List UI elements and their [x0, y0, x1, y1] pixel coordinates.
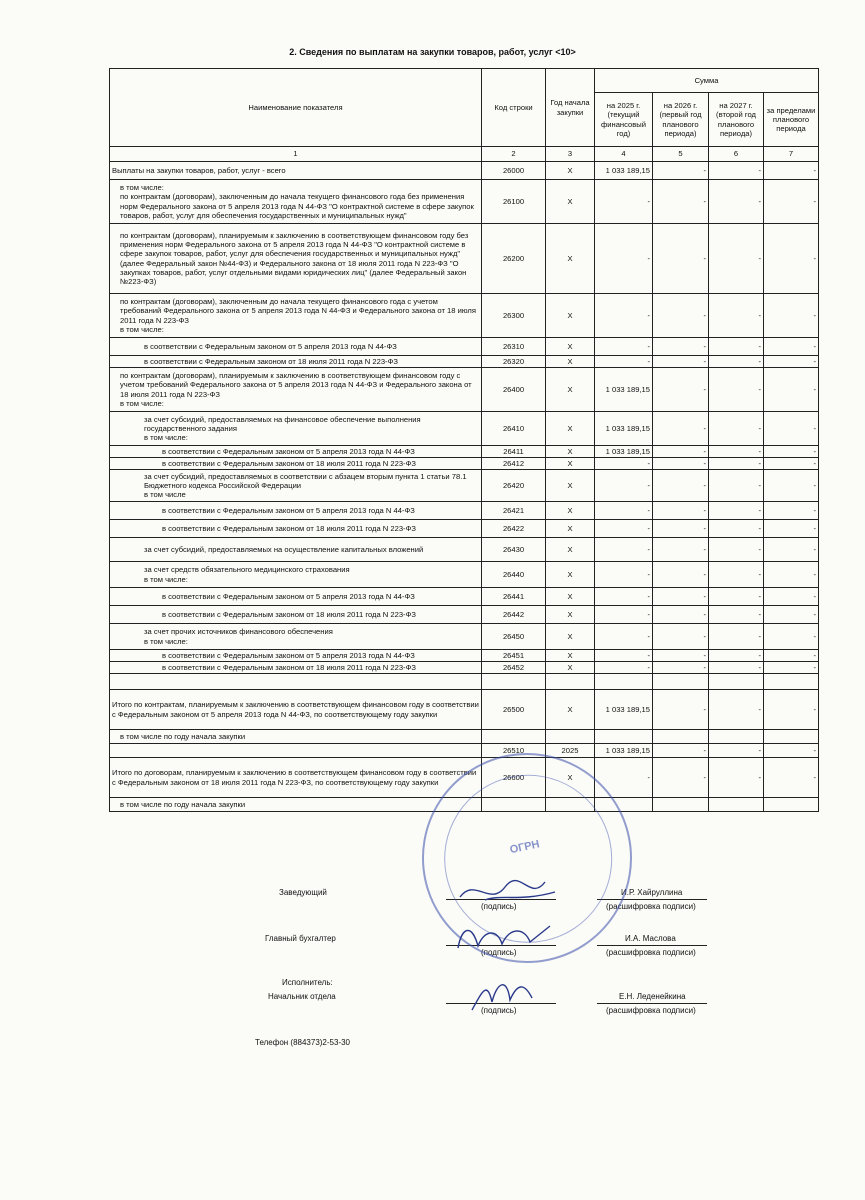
row-sum-beyond-cell: - — [764, 650, 819, 662]
row-name-cell: по контрактам (договорам), заключенным до начала текущего финансового года с учетом требований Федерального закона от 5 апреля 2013 года N 44-ФЗ и Федерального закона от 18 июля 2011 года N 223-ФЗ в том числе: — [110, 294, 482, 338]
row-sum-2027-cell: - — [709, 538, 764, 562]
row-sum-2025-cell: 1 033 189,15 — [595, 690, 653, 730]
row-year-cell: X — [546, 758, 595, 798]
table-row — [110, 446, 819, 458]
row-name-cell: за счет средств обязательного медицинского страхования в том числе: — [110, 562, 482, 588]
row-year-cell: X — [546, 470, 595, 502]
table-row — [110, 224, 819, 294]
row-sum-2027-cell: - — [709, 562, 764, 588]
row-sum-2027-cell: - — [709, 624, 764, 650]
table-row — [110, 588, 819, 606]
header-code: Код строки — [482, 69, 546, 147]
col-number: 2 — [482, 147, 546, 162]
row-sum-2025-cell: - — [595, 650, 653, 662]
table-row — [110, 470, 819, 502]
row-sum-2027-cell — [709, 798, 764, 812]
row-sum-2026-cell: - — [653, 758, 709, 798]
row-code-cell: 26000 — [482, 162, 546, 180]
row-sum-2026-cell: - — [653, 162, 709, 180]
row-sum-2025-cell: - — [595, 356, 653, 368]
column-number-row — [110, 147, 819, 162]
row-sum-2026-cell: - — [653, 606, 709, 624]
row-sum-2027-cell: - — [709, 744, 764, 758]
row-year-cell: X — [546, 412, 595, 446]
row-name-cell: за счет прочих источников финансового обеспечения в том числе: — [110, 624, 482, 650]
table-body — [110, 162, 819, 812]
row-name-cell — [110, 744, 482, 758]
phone: Телефон (884373)2-53-30 — [255, 1038, 351, 1047]
row-sum-2025-cell: 1 033 189,15 — [595, 368, 653, 412]
row-sum-2025-cell: 1 033 189,15 — [595, 744, 653, 758]
table-row — [110, 338, 819, 356]
chief-decode-caption: (расшифровка подписи) — [606, 948, 696, 957]
row-sum-2025-cell: - — [595, 606, 653, 624]
row-name-cell: за счет субсидий, предоставляемых на осуществление капитальных вложений — [110, 538, 482, 562]
row-sum-2026-cell: - — [653, 538, 709, 562]
row-sum-2025-cell: - — [595, 520, 653, 538]
executor-decode-caption: (расшифровка подписи) — [606, 1006, 696, 1015]
row-code-cell: 26442 — [482, 606, 546, 624]
head-title: Заведующий — [279, 888, 327, 897]
row-sum-2026-cell: - — [653, 458, 709, 470]
row-sum-2027-cell: - — [709, 412, 764, 446]
row-sum-2026-cell: - — [653, 502, 709, 520]
row-sum-2026-cell: - — [653, 180, 709, 224]
row-code-cell: 26422 — [482, 520, 546, 538]
row-sum-2026-cell: - — [653, 690, 709, 730]
row-name-cell: в том числе по году начала закупки — [110, 798, 482, 812]
row-year-cell: X — [546, 338, 595, 356]
row-sum-beyond-cell: - — [764, 368, 819, 412]
row-sum-2025-cell: - — [595, 662, 653, 674]
row-code-cell: 26600 — [482, 758, 546, 798]
header-2025: на 2025 г. (текущий финансовый год) — [595, 93, 653, 147]
executor-label: Исполнитель: — [282, 978, 333, 987]
row-sum-2027-cell: - — [709, 224, 764, 294]
row-sum-beyond-cell: - — [764, 338, 819, 356]
row-sum-beyond-cell: - — [764, 162, 819, 180]
row-sum-2027-cell: - — [709, 338, 764, 356]
row-sum-2026-cell — [653, 674, 709, 690]
row-sum-2025-cell: 1 033 189,15 — [595, 412, 653, 446]
row-name-cell: в соответствии с Федеральным законом от 5 апреля 2013 года N 44-ФЗ — [110, 650, 482, 662]
header-beyond: за пределами планового периода — [764, 93, 819, 147]
row-sum-2025-cell — [595, 730, 653, 744]
row-sum-beyond-cell: - — [764, 758, 819, 798]
row-sum-beyond-cell: - — [764, 224, 819, 294]
row-year-cell: X — [546, 446, 595, 458]
row-year-cell: X — [546, 162, 595, 180]
row-sum-2025-cell: - — [595, 224, 653, 294]
row-sum-2025-cell: - — [595, 470, 653, 502]
row-name-cell: в соответствии с Федеральным законом от 18 июля 2011 года N 223-ФЗ — [110, 520, 482, 538]
row-year-cell: X — [546, 690, 595, 730]
row-year-cell — [546, 730, 595, 744]
row-sum-2026-cell: - — [653, 224, 709, 294]
table-row — [110, 744, 819, 758]
row-code-cell — [482, 730, 546, 744]
row-sum-beyond-cell: - — [764, 356, 819, 368]
section-title: 2. Сведения по выплатам на закупки товаров, работ, услуг <10> — [289, 47, 576, 57]
row-sum-beyond-cell: - — [764, 180, 819, 224]
row-name-cell: в соответствии с Федеральным законом от 18 июля 2011 года N 223-ФЗ — [110, 662, 482, 674]
col-number: 3 — [546, 147, 595, 162]
row-year-cell: X — [546, 502, 595, 520]
row-code-cell — [482, 674, 546, 690]
table-row — [110, 356, 819, 368]
table-row — [110, 162, 819, 180]
row-name-cell: Выплаты на закупки товаров, работ, услуг - всего — [110, 162, 482, 180]
table-row — [110, 520, 819, 538]
row-year-cell: X — [546, 368, 595, 412]
row-sum-2027-cell: - — [709, 356, 764, 368]
table-row — [110, 180, 819, 224]
row-sum-2025-cell: - — [595, 338, 653, 356]
head-signature-scrawl — [455, 872, 565, 912]
table-row — [110, 562, 819, 588]
row-year-cell: X — [546, 662, 595, 674]
table-row — [110, 294, 819, 338]
row-name-cell — [110, 674, 482, 690]
row-code-cell: 26310 — [482, 338, 546, 356]
row-sum-2026-cell — [653, 730, 709, 744]
row-code-cell: 26411 — [482, 446, 546, 458]
row-code-cell: 26420 — [482, 470, 546, 502]
table-row — [110, 368, 819, 412]
row-code-cell: 26300 — [482, 294, 546, 338]
row-sum-2027-cell: - — [709, 162, 764, 180]
header-2026: на 2026 г. (первый год планового периода) — [653, 93, 709, 147]
row-code-cell: 26500 — [482, 690, 546, 730]
row-sum-2025-cell: - — [595, 624, 653, 650]
payments-table — [109, 68, 819, 812]
row-sum-2025-cell: - — [595, 538, 653, 562]
table-row — [110, 502, 819, 520]
table-row — [110, 624, 819, 650]
row-sum-beyond-cell: - — [764, 412, 819, 446]
row-name-cell: Итого по контрактам, планируемым к заключению в соответствующем финансовом году в соответствии с Федеральным законом от 5 апреля 2013 года N 44-ФЗ, по соответствующему году закупки — [110, 690, 482, 730]
row-sum-2025-cell: - — [595, 562, 653, 588]
executor-sign-caption: (подпись) — [481, 1006, 517, 1015]
table-row — [110, 690, 819, 730]
row-name-cell: по контрактам (договорам), планируемым к заключению в соответствующем финансовом году с учетом требований Федерального закона от 5 апреля 2013 года N 44-ФЗ и Федерального закона от 18 июля 2011 года N 223-ФЗ в том числе: — [110, 368, 482, 412]
table-row — [110, 412, 819, 446]
row-code-cell: 26510 — [482, 744, 546, 758]
row-code-cell: 26100 — [482, 180, 546, 224]
row-sum-beyond-cell — [764, 730, 819, 744]
row-sum-beyond-cell: - — [764, 458, 819, 470]
row-sum-beyond-cell: - — [764, 470, 819, 502]
row-year-cell: X — [546, 224, 595, 294]
row-name-cell: в соответствии с Федеральным законом от 5 апреля 2013 года N 44-ФЗ — [110, 446, 482, 458]
row-code-cell: 26430 — [482, 538, 546, 562]
row-code-cell: 26450 — [482, 624, 546, 650]
row-name-cell: за счет субсидий, предоставляемых в соответствии с абзацем вторым пункта 1 статьи 78.1 Бюджетного кодекса Российской Федерации в том числе — [110, 470, 482, 502]
row-sum-2027-cell: - — [709, 180, 764, 224]
header-year: Год начала закупки — [546, 69, 595, 147]
row-sum-beyond-cell: - — [764, 588, 819, 606]
row-sum-2027-cell: - — [709, 458, 764, 470]
row-sum-beyond-cell: - — [764, 294, 819, 338]
row-year-cell: X — [546, 562, 595, 588]
row-sum-2026-cell: - — [653, 744, 709, 758]
row-sum-beyond-cell: - — [764, 562, 819, 588]
row-sum-2025-cell: - — [595, 294, 653, 338]
row-name-cell: в соответствии с Федеральным законом от 5 апреля 2013 года N 44-ФЗ — [110, 588, 482, 606]
row-sum-2026-cell: - — [653, 562, 709, 588]
row-sum-2025-cell: - — [595, 502, 653, 520]
row-code-cell: 26320 — [482, 356, 546, 368]
row-year-cell: 2025 — [546, 744, 595, 758]
col-number: 7 — [764, 147, 819, 162]
row-code-cell: 26452 — [482, 662, 546, 674]
row-code-cell: 26410 — [482, 412, 546, 446]
table-row — [110, 674, 819, 690]
row-sum-2026-cell: - — [653, 470, 709, 502]
row-name-cell: Итого по договорам, планируемым к заключению в соответствующем финансовом году в соответствии с Федеральным законом от 18 июля 2011 года N 223-ФЗ, по соответствующему году закупки — [110, 758, 482, 798]
head-sign-caption: (подпись) — [481, 902, 517, 911]
row-sum-2025-cell — [595, 674, 653, 690]
row-year-cell: X — [546, 458, 595, 470]
row-sum-2027-cell: - — [709, 502, 764, 520]
row-year-cell: X — [546, 294, 595, 338]
row-year-cell: X — [546, 650, 595, 662]
row-name-cell: в соответствии с Федеральным законом от 5 апреля 2013 года N 44-ФЗ — [110, 502, 482, 520]
stamp-text: ОГРН — [508, 838, 541, 857]
chief-signature-scrawl — [450, 916, 560, 956]
row-sum-beyond-cell: - — [764, 606, 819, 624]
col-number: 5 — [653, 147, 709, 162]
row-sum-2027-cell: - — [709, 662, 764, 674]
row-name-cell: в соответствии с Федеральным законом от 18 июля 2011 года N 223-ФЗ — [110, 606, 482, 624]
executor-decode-line — [597, 1003, 707, 1004]
row-code-cell: 26200 — [482, 224, 546, 294]
row-sum-2026-cell: - — [653, 520, 709, 538]
row-sum-2026-cell: - — [653, 588, 709, 606]
row-name-cell: в том числе по году начала закупки — [110, 730, 482, 744]
row-sum-2025-cell: 1 033 189,15 — [595, 446, 653, 458]
table-row — [110, 606, 819, 624]
row-sum-beyond-cell: - — [764, 446, 819, 458]
row-sum-2027-cell: - — [709, 520, 764, 538]
row-code-cell: 26400 — [482, 368, 546, 412]
header-name: Наименование показателя — [110, 69, 482, 147]
row-sum-2027-cell: - — [709, 758, 764, 798]
row-sum-2027-cell — [709, 674, 764, 690]
chief-sign-caption: (подпись) — [481, 948, 517, 957]
table-row — [110, 662, 819, 674]
row-name-cell: в том числе: по контрактам (договорам), заключенным до начала текущего финансового года без применения норм Федерального закона от 5 апреля 2013 года N 44-ФЗ "О контрактной системе в сфере закупок товаров, работ, услуг для обеспечения государственных и муниципальных нужд" — [110, 180, 482, 224]
table-row — [110, 458, 819, 470]
row-year-cell: X — [546, 180, 595, 224]
row-sum-2027-cell: - — [709, 650, 764, 662]
header-2027: на 2027 г. (второй год планового периода) — [709, 93, 764, 147]
row-sum-2026-cell: - — [653, 368, 709, 412]
head-name: И.Р. Хайруллина — [621, 888, 683, 897]
executor-title: Начальник отдела — [268, 992, 336, 1001]
row-sum-beyond-cell: - — [764, 538, 819, 562]
row-sum-2027-cell: - — [709, 294, 764, 338]
col-number: 4 — [595, 147, 653, 162]
row-sum-beyond-cell: - — [764, 662, 819, 674]
table-row — [110, 730, 819, 744]
row-year-cell: X — [546, 356, 595, 368]
row-sum-2026-cell: - — [653, 294, 709, 338]
row-sum-2026-cell: - — [653, 412, 709, 446]
row-year-cell: X — [546, 520, 595, 538]
col-number: 1 — [110, 147, 482, 162]
row-code-cell: 26440 — [482, 562, 546, 588]
chief-name: И.А. Маслова — [625, 934, 676, 943]
row-sum-2025-cell: - — [595, 758, 653, 798]
row-name-cell: за счет субсидий, предоставляемых на финансовое обеспечение выполнения государственного задания в том числе: — [110, 412, 482, 446]
row-sum-beyond-cell: - — [764, 744, 819, 758]
row-sum-2025-cell: 1 033 189,15 — [595, 162, 653, 180]
row-sum-2026-cell: - — [653, 338, 709, 356]
row-sum-2025-cell: - — [595, 180, 653, 224]
row-year-cell — [546, 674, 595, 690]
row-sum-2027-cell: - — [709, 588, 764, 606]
row-sum-2026-cell — [653, 798, 709, 812]
chief-title: Главный бухгалтер — [265, 934, 336, 943]
executor-name: Е.Н. Леденейкина — [619, 992, 686, 1001]
row-sum-beyond-cell — [764, 798, 819, 812]
table-row — [110, 538, 819, 562]
row-sum-2026-cell: - — [653, 624, 709, 650]
row-sum-2027-cell: - — [709, 690, 764, 730]
row-sum-beyond-cell — [764, 674, 819, 690]
row-code-cell: 26421 — [482, 502, 546, 520]
row-name-cell: в соответствии с Федеральным законом от 5 апреля 2013 года N 44-ФЗ — [110, 338, 482, 356]
row-sum-2026-cell: - — [653, 356, 709, 368]
row-sum-2026-cell: - — [653, 446, 709, 458]
row-sum-2025-cell: - — [595, 588, 653, 606]
row-sum-2027-cell: - — [709, 606, 764, 624]
row-code-cell: 26412 — [482, 458, 546, 470]
row-code-cell: 26441 — [482, 588, 546, 606]
row-sum-2027-cell: - — [709, 446, 764, 458]
row-year-cell: X — [546, 538, 595, 562]
row-sum-2026-cell: - — [653, 662, 709, 674]
row-name-cell: в соответствии с Федеральным законом от 18 июля 2011 года N 223-ФЗ — [110, 458, 482, 470]
row-sum-2027-cell — [709, 730, 764, 744]
row-sum-beyond-cell: - — [764, 520, 819, 538]
row-year-cell: X — [546, 606, 595, 624]
row-sum-beyond-cell: - — [764, 624, 819, 650]
row-sum-2027-cell: - — [709, 470, 764, 502]
chief-decode-line — [597, 945, 707, 946]
row-sum-beyond-cell: - — [764, 690, 819, 730]
table-row — [110, 650, 819, 662]
row-year-cell: X — [546, 624, 595, 650]
header-sum: Сумма — [595, 69, 819, 93]
row-year-cell: X — [546, 588, 595, 606]
row-name-cell: по контрактам (договорам), планируемым к заключению в соответствующем финансовом году без применения норм Федерального закона от 5 апреля 2013 года N 44-ФЗ "О контрактной системе в сфере закупок товаров, работ, услуг для обеспечения государственных и муниципальных нужд" (далее Федеральный закон №44-ФЗ) и Федерального закона от 18 июля 2011 года N 223-ФЗ "О закупках товаров, работ, услуг отдельными видами юридических лиц" (далее Федеральный закон №223-ФЗ) — [110, 224, 482, 294]
row-sum-2027-cell: - — [709, 368, 764, 412]
col-number: 6 — [709, 147, 764, 162]
head-decode-caption: (расшифровка подписи) — [606, 902, 696, 911]
row-sum-beyond-cell: - — [764, 502, 819, 520]
row-sum-2026-cell: - — [653, 650, 709, 662]
row-name-cell: в соответствии с Федеральным законом от 18 июля 2011 года N 223-ФЗ — [110, 356, 482, 368]
row-code-cell: 26451 — [482, 650, 546, 662]
executor-signature-scrawl — [462, 972, 552, 1016]
row-sum-2025-cell: - — [595, 458, 653, 470]
